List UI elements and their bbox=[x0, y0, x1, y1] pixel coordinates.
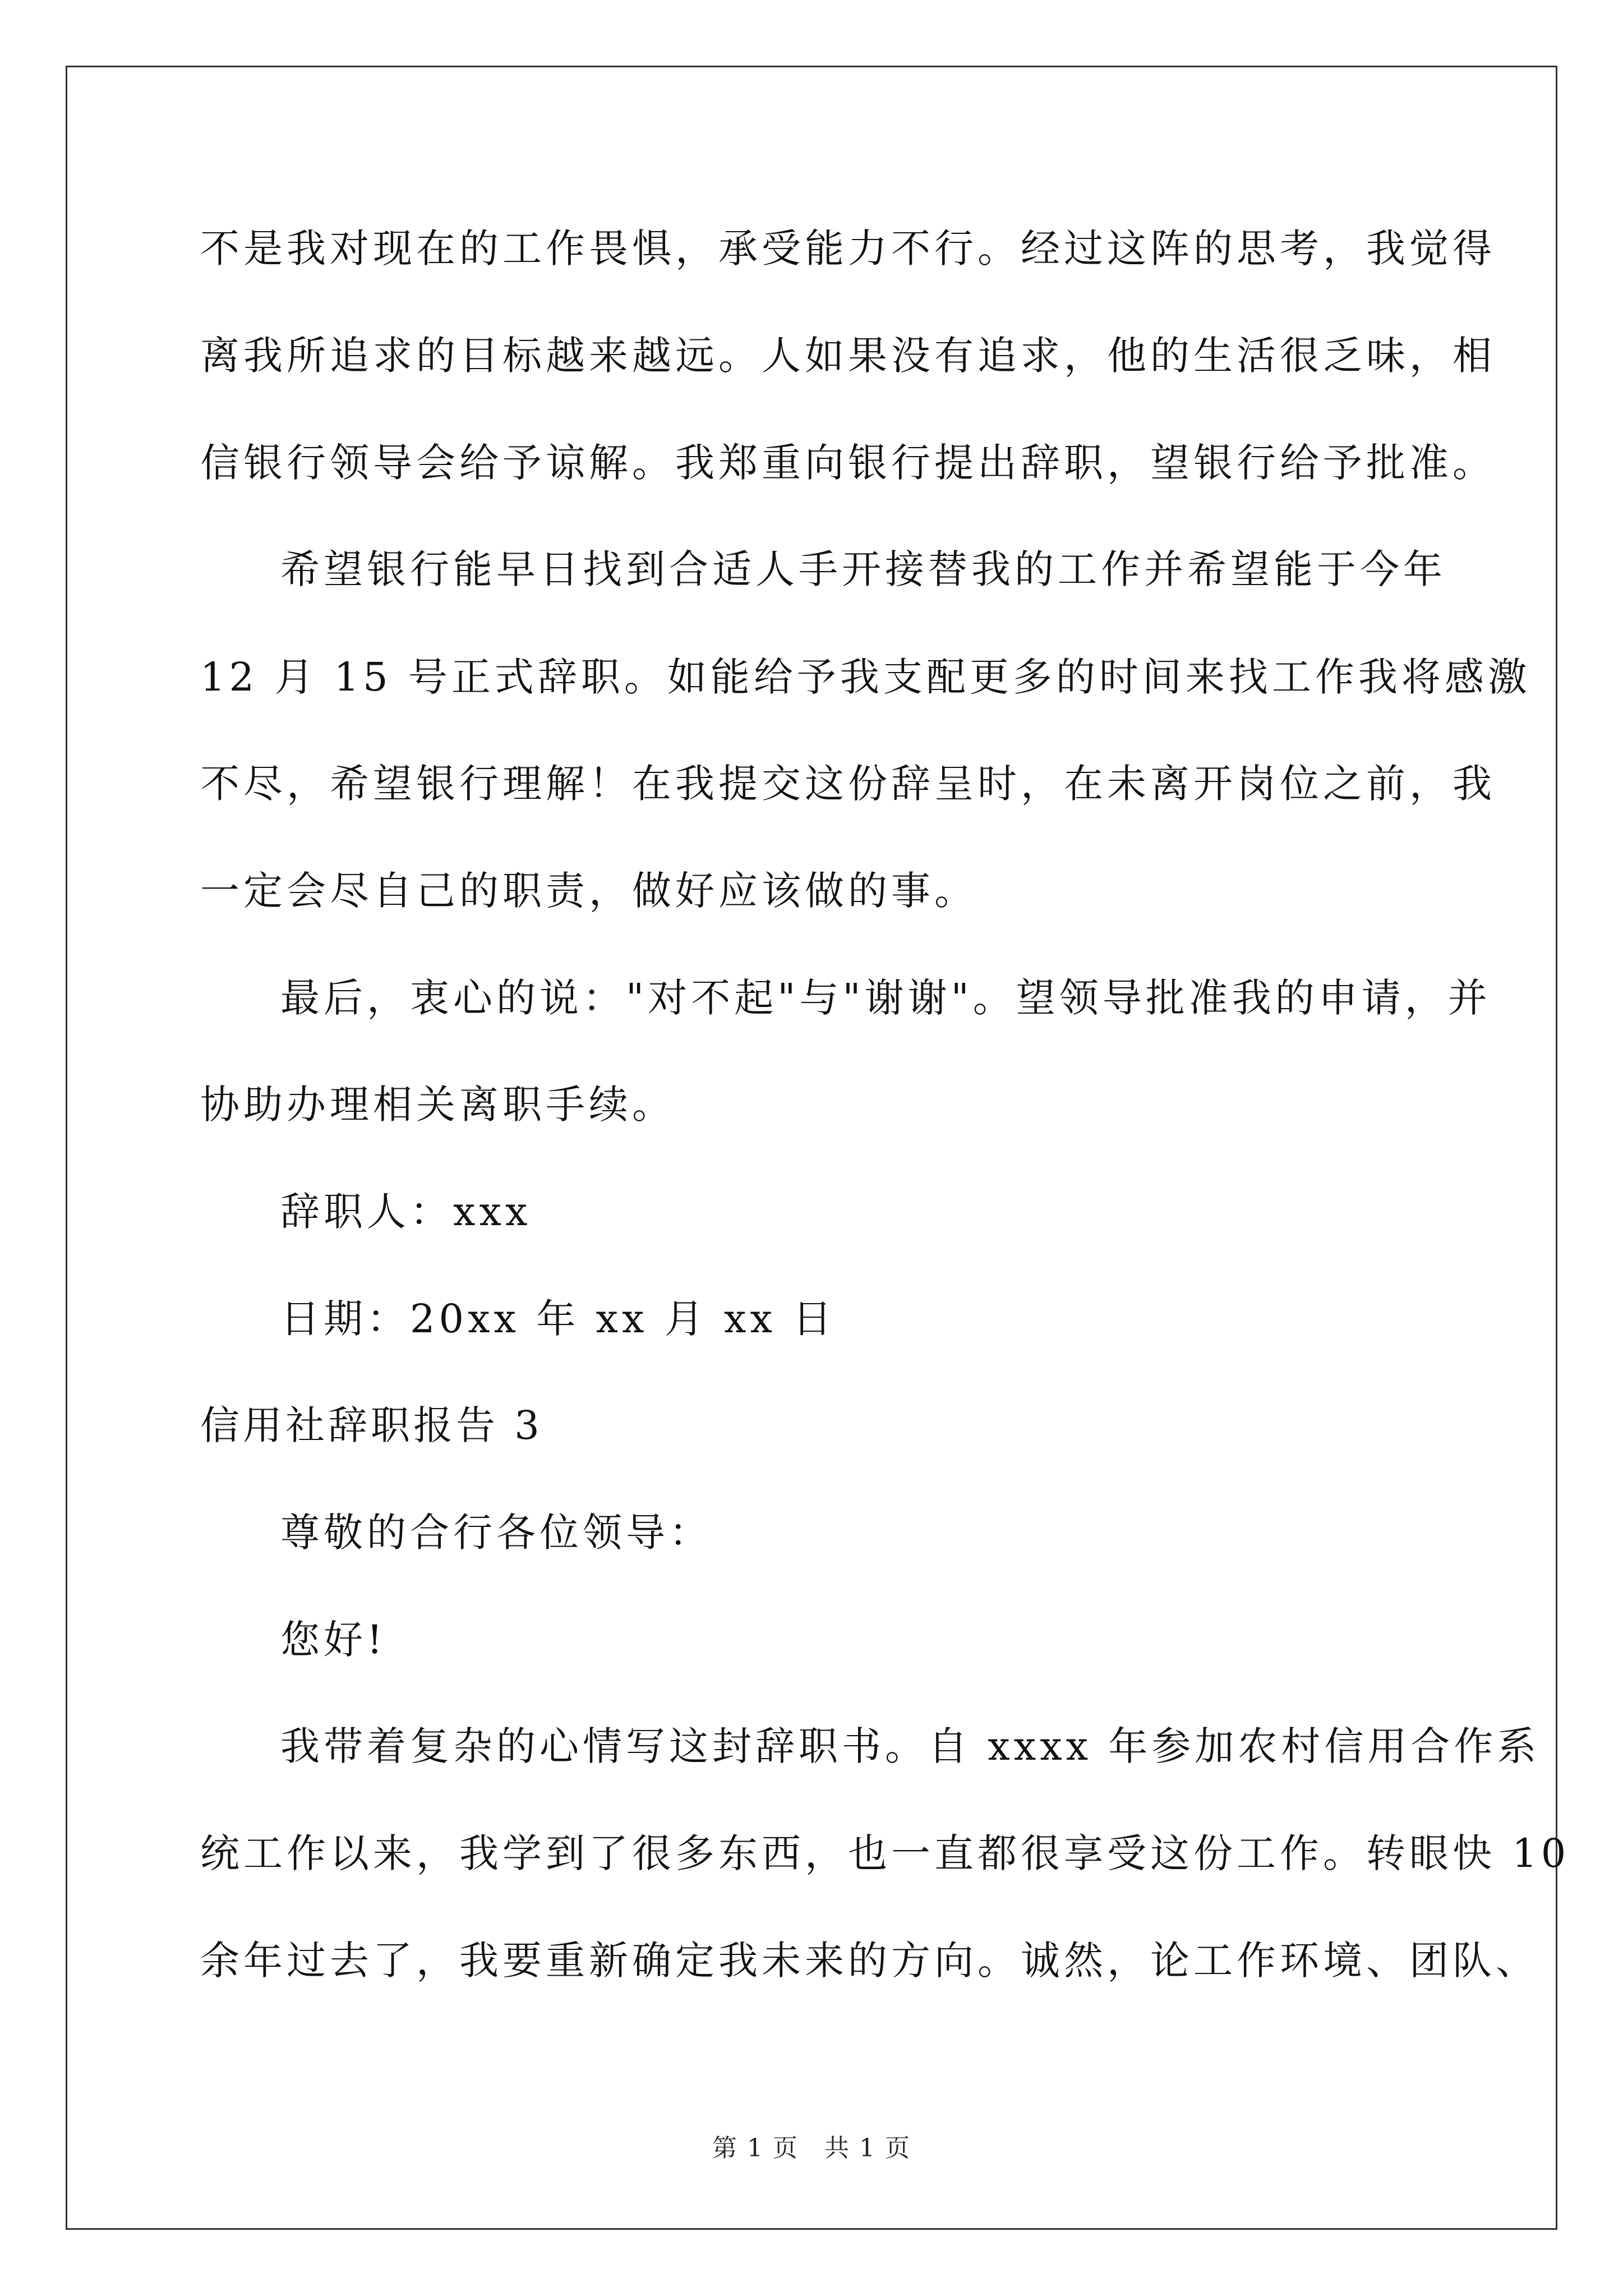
paragraph-line: 希望银行能早日找到合适人手开接替我的工作并希望能于今年 bbox=[280, 546, 1446, 592]
page-border bbox=[66, 66, 1557, 2230]
paragraph-line: 最后，衷心的说："对不起"与"谢谢"。望领导批准我的申请，并 bbox=[280, 975, 1491, 1021]
paragraph-line: 信银行领导会给予谅解。我郑重向银行提出辞职，望银行给予批准。 bbox=[200, 440, 1496, 486]
signature-line: 辞职人：xxx bbox=[280, 1189, 532, 1235]
paragraph-line: 统工作以来，我学到了很多东西，也一直都很享受这份工作。转眼快 10 bbox=[200, 1830, 1570, 1876]
page-number: 第 1 页 共 1 页 bbox=[712, 2134, 911, 2162]
paragraph-line: 12 月 15 号正式辞职。如能给予我支配更多的时间来找工作我将感激 bbox=[200, 654, 1531, 700]
paragraph-line: 一定会尽自己的职责，做好应该做的事。 bbox=[200, 868, 978, 914]
paragraph-line: 离我所追求的目标越来越远。人如果没有追求，他的生活很乏味，相 bbox=[200, 333, 1496, 379]
paragraph-line: 我带着复杂的心情写这封辞职书。自 xxxx 年参加农村信用合作系 bbox=[280, 1723, 1541, 1769]
paragraph-line: 余年过去了，我要重新确定我未来的方向。诚然，论工作环境、团队、 bbox=[200, 1938, 1539, 1984]
greeting-line: 您好! bbox=[280, 1617, 387, 1663]
section-heading: 信用社辞职报告 3 bbox=[200, 1402, 543, 1448]
paragraph-line: 协助办理相关离职手续。 bbox=[200, 1082, 675, 1128]
date-line: 日期：20xx 年 xx 月 xx 日 bbox=[280, 1296, 836, 1342]
paragraph-line: 不尽，希望银行理解！在我提交这份辞呈时，在未离开岗位之前，我 bbox=[200, 761, 1496, 807]
paragraph-line: 不是我对现在的工作畏惧，承受能力不行。经过这阵的思考，我觉得 bbox=[200, 226, 1496, 272]
salutation-line: 尊敬的合行各位领导： bbox=[280, 1510, 712, 1556]
